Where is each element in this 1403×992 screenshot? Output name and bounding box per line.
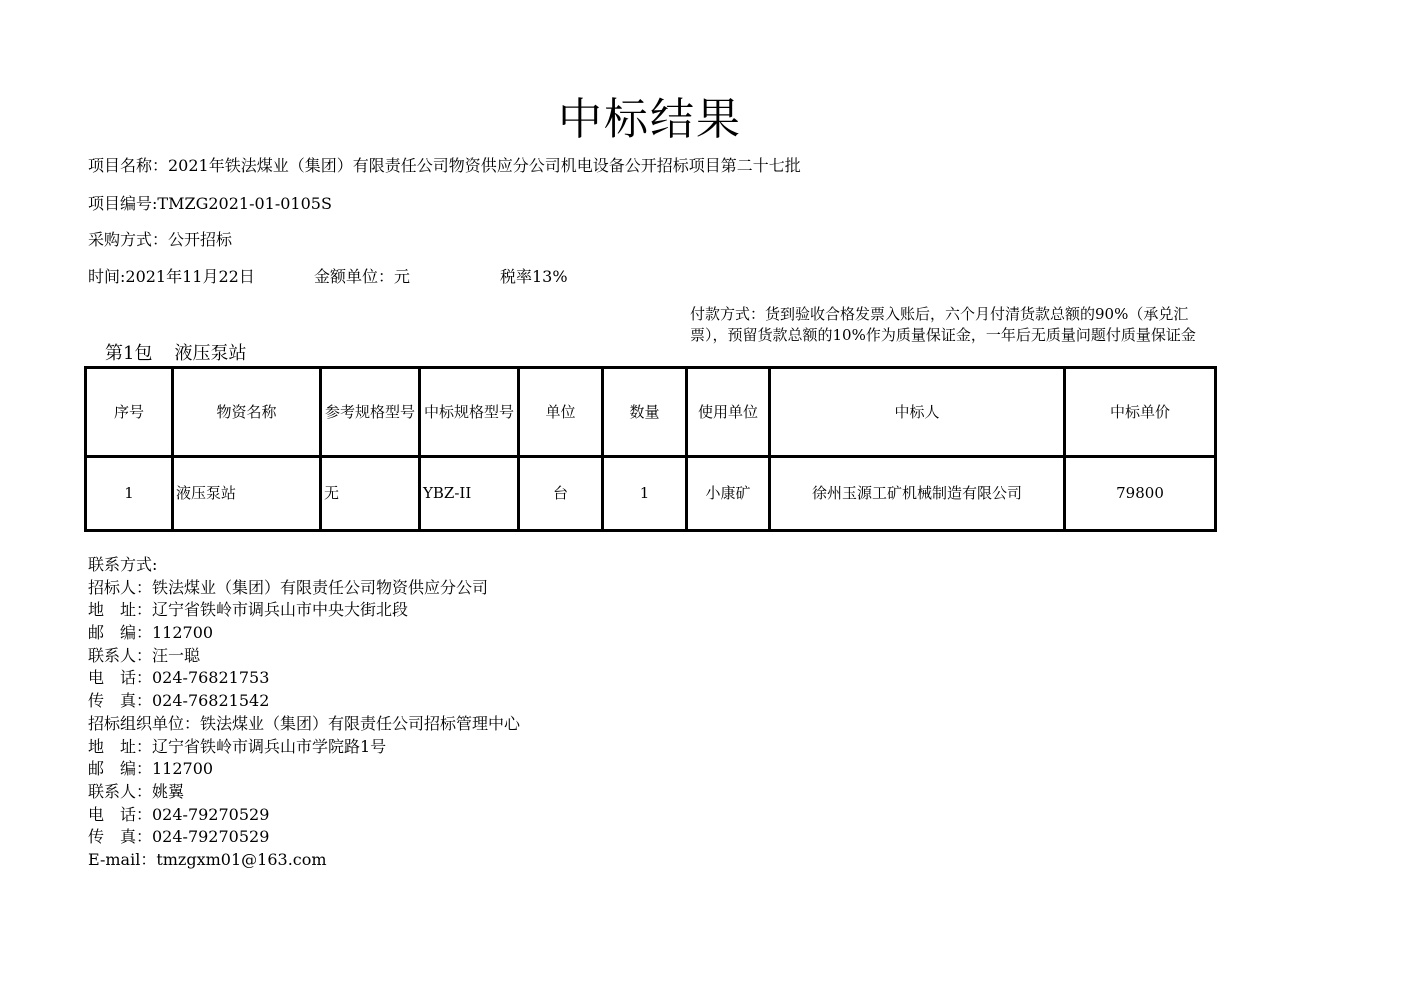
cell-user-unit: 小康矿 [687,457,770,531]
tax-rate: 税率13% [500,267,568,286]
header-user-unit: 使用单位 [687,368,770,457]
contact-line: 邮 编：112700 [88,759,214,779]
cell-quantity: 1 [603,457,687,531]
contact-line: 地 址：辽宁省铁岭市调兵山市中央大街北段 [88,600,409,620]
contact-line: 邮 编：112700 [88,623,214,643]
header-winner: 中标人 [770,368,1065,457]
header-quantity: 数量 [603,368,687,457]
meta-row [88,266,568,288]
contact-line: 联系人：汪一聪 [88,645,201,665]
contact-section [88,554,520,872]
cell-unit: 台 [519,457,603,531]
page-title: 中标结果 [558,94,742,145]
package-number: 第1包 [105,343,153,364]
currency-unit: 金额单位：元 [314,267,411,286]
procurement-method: 采购方式：公开招标 [88,230,233,249]
package-name: 液压泵站 [174,343,247,364]
contact-line: 地 址：辽宁省铁岭市调兵山市学院路1号 [88,736,387,756]
cell-reference-spec: 无 [321,457,420,531]
contact-line: 传 真：024-76821542 [88,691,270,711]
contact-line: 电 话：024-76821753 [88,668,270,688]
contact-line: E-mail：tmzgxm01@163.com [88,849,327,869]
contact-line: 电 话：024-79270529 [88,804,270,824]
table-row [86,457,1216,531]
package-label [105,342,246,366]
contact-line: 招标组织单位：铁法煤业（集团）有限责任公司招标管理中心 [88,713,521,733]
cell-winner: 徐州玉源工矿机械制造有限公司 [770,457,1065,531]
table-header-row [86,368,1216,457]
contact-line: 联系人：姚翼 [88,781,185,801]
project-code: 项目编号:TMZG2021-01-0105S [88,194,332,213]
contact-heading: 联系方式: [88,555,158,574]
project-name: 项目名称：2021年铁法煤业（集团）有限责任公司物资供应分公司机电设备公开招标项目第二十七批 [88,156,801,175]
header-reference-spec: 参考规格型号 [321,368,420,457]
award-date: 时间:2021年11月22日 [88,267,255,286]
cell-winning-spec: YBZ-II [420,457,519,531]
header-unit-price: 中标单价 [1065,368,1216,457]
cell-unit-price: 79800 [1065,457,1216,531]
header-unit: 单位 [519,368,603,457]
contact-line: 招标人：铁法煤业（集团）有限责任公司物资供应分公司 [88,577,489,597]
cell-seq: 1 [86,457,173,531]
contact-line: 传 真：024-79270529 [88,827,270,847]
header-winning-spec: 中标规格型号 [420,368,519,457]
payment-terms: 付款方式：货到验收合格发票入账后，六个月付清货款总额的90%（承兑汇票），预留货款总额的10%作为质量保证金，一年后无质量问题付质量保证金 [690,305,1196,344]
result-table [84,366,1217,532]
cell-material-name: 液压泵站 [173,457,321,531]
header-material-name: 物资名称 [173,368,321,457]
header-seq: 序号 [86,368,173,457]
